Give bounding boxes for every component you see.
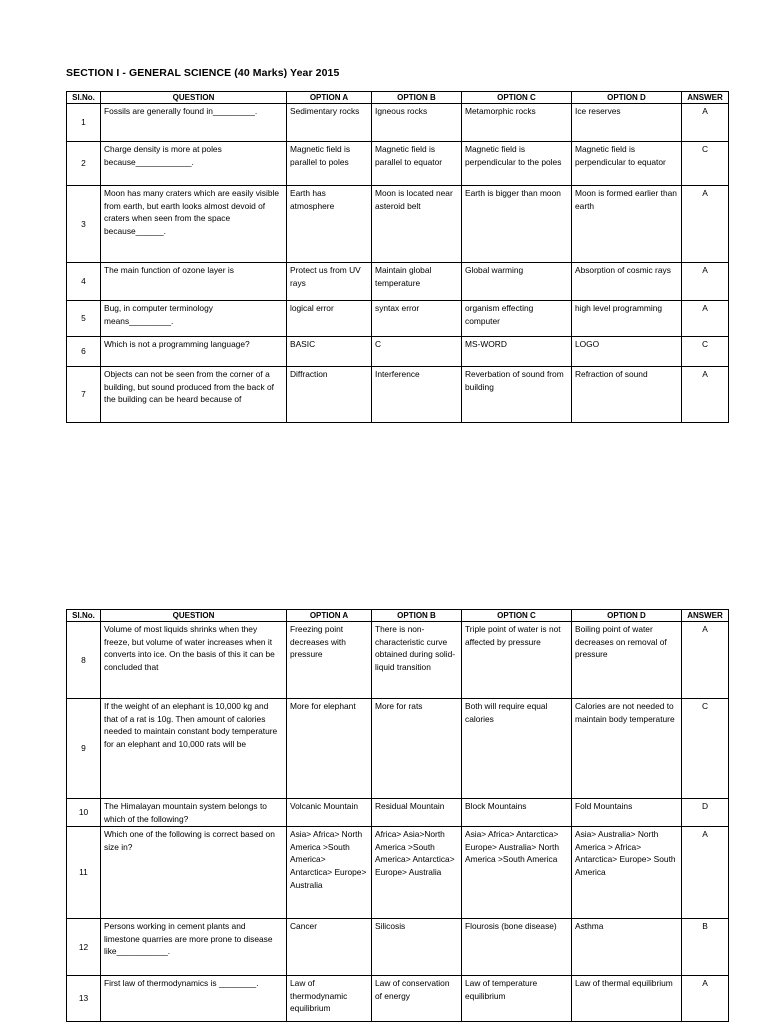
page-title: SECTION I - GENERAL SCIENCE (40 Marks) Year 2015 [66,67,340,79]
answer-cell: A [682,104,729,142]
question-row-3 [67,186,729,263]
answer-cell: C [682,337,729,367]
header-answer: ANSWER [682,610,729,622]
question-cell: Objects can not be seen from the corner of a building, but sound produced from the back of the building can be heard because of [101,367,287,423]
option-d-cell: Magnetic field is perpendicular to equator [572,142,682,186]
option-c-cell: Triple point of water is not affected by pressure [462,622,572,699]
sl-no-cell: 2 [67,142,101,186]
header-option-d: OPTION D [572,610,682,622]
answer-cell: C [682,142,729,186]
option-a-cell: Cancer [287,919,372,976]
question-row-10 [67,799,729,827]
answer-cell: A [682,622,729,699]
question-cell: Fossils are generally found in_________. [101,104,287,142]
option-d-cell: Moon is formed earlier than earth [572,186,682,263]
header-option-a: OPTION A [287,92,372,104]
option-d-cell: Absorption of cosmic rays [572,263,682,301]
option-a-cell: Diffraction [287,367,372,423]
answer-cell: A [682,263,729,301]
option-c-cell: Flourosis (bone disease) [462,919,572,976]
option-c-cell: organism effecting computer [462,301,572,337]
option-d-cell: Calories are not needed to maintain body temperature [572,699,682,799]
option-b-cell: Moon is located near asteroid belt [372,186,462,263]
question-row-6 [67,337,729,367]
option-d-cell: LOGO [572,337,682,367]
option-b-cell: Interference [372,367,462,423]
question-cell: First law of thermodynamics is ________. [101,976,287,1022]
header-option-d: OPTION D [572,92,682,104]
header-sl-no: Sl.No. [67,610,101,622]
option-a-cell: Protect us from UV rays [287,263,372,301]
header-question: QUESTION [101,610,287,622]
option-d-cell: Refraction of sound [572,367,682,423]
question-row-4 [67,263,729,301]
option-a-cell: Magnetic field is parallel to poles [287,142,372,186]
option-a-cell: Earth has atmosphere [287,186,372,263]
option-b-cell: Maintain global temperature [372,263,462,301]
sl-no-cell: 12 [67,919,101,976]
question-row-5 [67,301,729,337]
question-cell: If the weight of an elephant is 10,000 kg and that of a rat is 10g. Then amount of calories needed to maintain constant body temperature for an elephant and 10,000 rats will be [101,699,287,799]
answer-cell: A [682,301,729,337]
header-question: QUESTION [101,92,287,104]
option-d-cell: Asia> Australia> North America > Africa> Antarctica> Europe> South America [572,827,682,919]
option-c-cell: Block Mountains [462,799,572,827]
option-b-cell: Magnetic field is parallel to equator [372,142,462,186]
option-b-cell: Silicosis [372,919,462,976]
question-cell: The main function of ozone layer is [101,263,287,301]
option-a-cell: logical error [287,301,372,337]
option-d-cell: Boiling point of water decreases on removal of pressure [572,622,682,699]
header-option-b: OPTION B [372,92,462,104]
sl-no-cell: 5 [67,301,101,337]
option-b-cell: syntax error [372,301,462,337]
option-d-cell: Law of thermal equilibrium [572,976,682,1022]
question-row-2 [67,142,729,186]
answer-cell: A [682,827,729,919]
option-d-cell: Ice reserves [572,104,682,142]
question-cell: Which one of the following is correct based on size in? [101,827,287,919]
option-b-cell: Law of conservation of energy [372,976,462,1022]
question-cell: Persons working in cement plants and limestone quarries are more prone to disease like___________. [101,919,287,976]
option-a-cell: Law of thermodynamic equilibrium [287,976,372,1022]
option-c-cell: Both will require equal calories [462,699,572,799]
header-row [67,610,729,622]
sl-no-cell: 3 [67,186,101,263]
question-cell: The Himalayan mountain system belongs to which of the following? [101,799,287,827]
option-d-cell: high level programming [572,301,682,337]
option-d-cell: Fold Mountains [572,799,682,827]
option-a-cell: BASIC [287,337,372,367]
option-c-cell: MS-WORD [462,337,572,367]
question-cell: Charge density is more at poles because____________. [101,142,287,186]
question-row-9 [67,699,729,799]
sl-no-cell: 6 [67,337,101,367]
option-c-cell: Global warming [462,263,572,301]
sl-no-cell: 11 [67,827,101,919]
answer-cell: A [682,976,729,1022]
option-b-cell: Igneous rocks [372,104,462,142]
answer-cell: A [682,186,729,263]
header-option-c: OPTION C [462,610,572,622]
answer-cell: A [682,367,729,423]
sl-no-cell: 9 [67,699,101,799]
option-c-cell: Asia> Africa> Antarctica> Europe> Australia> North America >South America [462,827,572,919]
question-row-12 [67,919,729,976]
option-b-cell: More for rats [372,699,462,799]
option-b-cell: C [372,337,462,367]
question-cell: Volume of most liquids shrinks when they freeze, but volume of water increases when it converts into ice. On the basis of this it can be concluded that [101,622,287,699]
question-cell: Moon has many craters which are easily visible from earth, but earth looks almost devoid of craters when seen from the space because______. [101,186,287,263]
option-c-cell: Reverbation of sound from building [462,367,572,423]
answer-cell: C [682,699,729,799]
header-row [67,92,729,104]
option-d-cell: Asthma [572,919,682,976]
sl-no-cell: 8 [67,622,101,699]
sl-no-cell: 13 [67,976,101,1022]
option-a-cell: Asia> Africa> North America >South America> Antarctica> Europe> Australia [287,827,372,919]
question-row-1 [67,104,729,142]
option-c-cell: Magnetic field is perpendicular to the poles [462,142,572,186]
option-b-cell: Residual Mountain [372,799,462,827]
header-option-c: OPTION C [462,92,572,104]
question-row-8 [67,622,729,699]
option-a-cell: Volcanic Mountain [287,799,372,827]
option-b-cell: Africa> Asia>North America >South America> Antarctica> Europe> Australia [372,827,462,919]
header-answer: ANSWER [682,92,729,104]
question-table-2 [66,609,729,1022]
option-c-cell: Law of temperature equilibrium [462,976,572,1022]
header-option-a: OPTION A [287,610,372,622]
question-cell: Bug, in computer terminology means_________. [101,301,287,337]
sl-no-cell: 4 [67,263,101,301]
header-option-b: OPTION B [372,610,462,622]
question-row-7 [67,367,729,423]
answer-cell: D [682,799,729,827]
header-sl-no: Sl.No. [67,92,101,104]
sl-no-cell: 10 [67,799,101,827]
option-c-cell: Metamorphic rocks [462,104,572,142]
answer-cell: B [682,919,729,976]
question-table-1 [66,91,729,423]
option-a-cell: Freezing point decreases with pressure [287,622,372,699]
question-row-11 [67,827,729,919]
sl-no-cell: 1 [67,104,101,142]
option-c-cell: Earth is bigger than moon [462,186,572,263]
option-a-cell: More for elephant [287,699,372,799]
option-a-cell: Sedimentary rocks [287,104,372,142]
sl-no-cell: 7 [67,367,101,423]
question-row-13 [67,976,729,1022]
option-b-cell: There is non-characteristic curve obtained during solid-liquid transition [372,622,462,699]
question-cell: Which is not a programming language? [101,337,287,367]
